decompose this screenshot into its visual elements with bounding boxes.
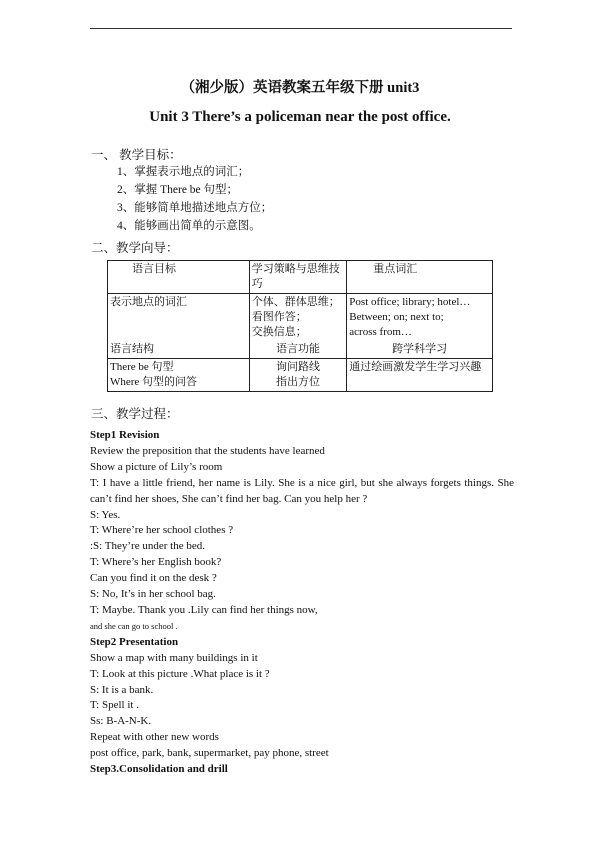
document-title: （湘少版）英语教案五年级下册 unit3 [180,80,420,96]
process-line: Show a picture of Lily’s room [90,460,223,473]
table-header-cell: 重点词汇 [347,261,493,294]
process-line: :S: They’re under the bed. [90,540,205,553]
section-heading-process: 三、教学过程： [91,407,179,421]
cell-text: across from… [349,326,412,338]
table-header-cell: 学习策略与思维技巧 [249,261,347,294]
cell-text: 交换信息； [251,326,307,338]
header-rule [90,28,512,29]
step-heading: Step1 Revision [90,429,160,441]
section-heading-guide: 二、教学向导： [91,241,179,255]
cell-text: Between; on; next to; [349,311,444,323]
objective-item: 4、能够画出简单的示意图。 [117,220,261,232]
cell-text: 询问路线 [276,361,321,373]
process-line: Review the preposition that the students have learned [90,444,325,457]
process-line: post office, park, bank, supermarket, pay phone, street [90,747,329,760]
process-line: T: Spell it . [90,699,139,712]
table-header-cell: 语言结构 [108,341,250,359]
objectives-list [117,163,272,235]
table-header-cell: 语言目标 [108,261,250,294]
unit-subtitle: Unit 3 There’s a policeman near the post office. [149,109,451,125]
objective-item: 2、掌握 There be 句型； [117,184,239,196]
table-row [108,359,493,392]
process-line: and she can go to school . [90,620,178,631]
table-cell [347,359,493,392]
process-line: S: Yes. [90,508,121,521]
process-line: S: It is a bank. [90,683,154,696]
table-cell [108,359,250,392]
step-heading: Step3.Consolidation and drill [90,763,228,776]
process-line: T: Maybe. Thank you .Lily can find her things now, [90,603,318,616]
step-heading: Step2 Presentation [90,635,179,648]
process-line: Repeat with other new words [90,731,219,744]
table-row [108,294,493,342]
cell-text: Post office; library; hotel… [349,296,471,308]
table-header-cell: 语言功能 [249,341,347,359]
cell-text: There be 句型 [110,361,174,373]
process-line: T: Look at this picture .What place is it ? [90,667,270,680]
table-cell [249,294,347,342]
section-heading-objectives: 一、 教学目标： [91,148,182,162]
table-cell [347,294,493,342]
table-cell [108,294,250,342]
objective-item: 3、能够简单地描述地点方位； [117,202,273,214]
teaching-guide-table [107,260,493,392]
table-header-row [108,261,493,294]
cell-text: 表示地点的词汇 [110,296,187,308]
teaching-process-body [90,428,514,778]
table-header-cell: 跨学科学习 [347,341,493,359]
process-line: T: I have a little friend, her name is Lily. She is a nice girl, but she always forgets things. She can’t find her shoes, She can’t find her bag. Can you help her ? [90,476,514,505]
process-line: Can you find it on the desk ? [90,572,217,585]
process-line: S: No, It’s in her school bag. [90,588,216,601]
cell-text: 通过绘画激发学生学习兴趣 [349,361,482,373]
cell-text: 指出方位 [276,376,321,388]
process-line: T: Where’re her school clothes ? [90,524,234,537]
table-cell [249,359,347,392]
cell-text: 个体、群体思维； [251,296,340,308]
cell-text: 看图作答； [251,311,307,323]
table-subheader-row [108,341,493,359]
objective-item: 1、掌握表示地点的词汇； [117,166,250,178]
cell-text: Where 句型的问答 [110,376,198,388]
process-line: T: Where’s her English book? [90,556,222,569]
process-line: Ss: B-A-N-K. [90,715,152,728]
process-line: Show a map with many buildings in it [90,651,258,664]
